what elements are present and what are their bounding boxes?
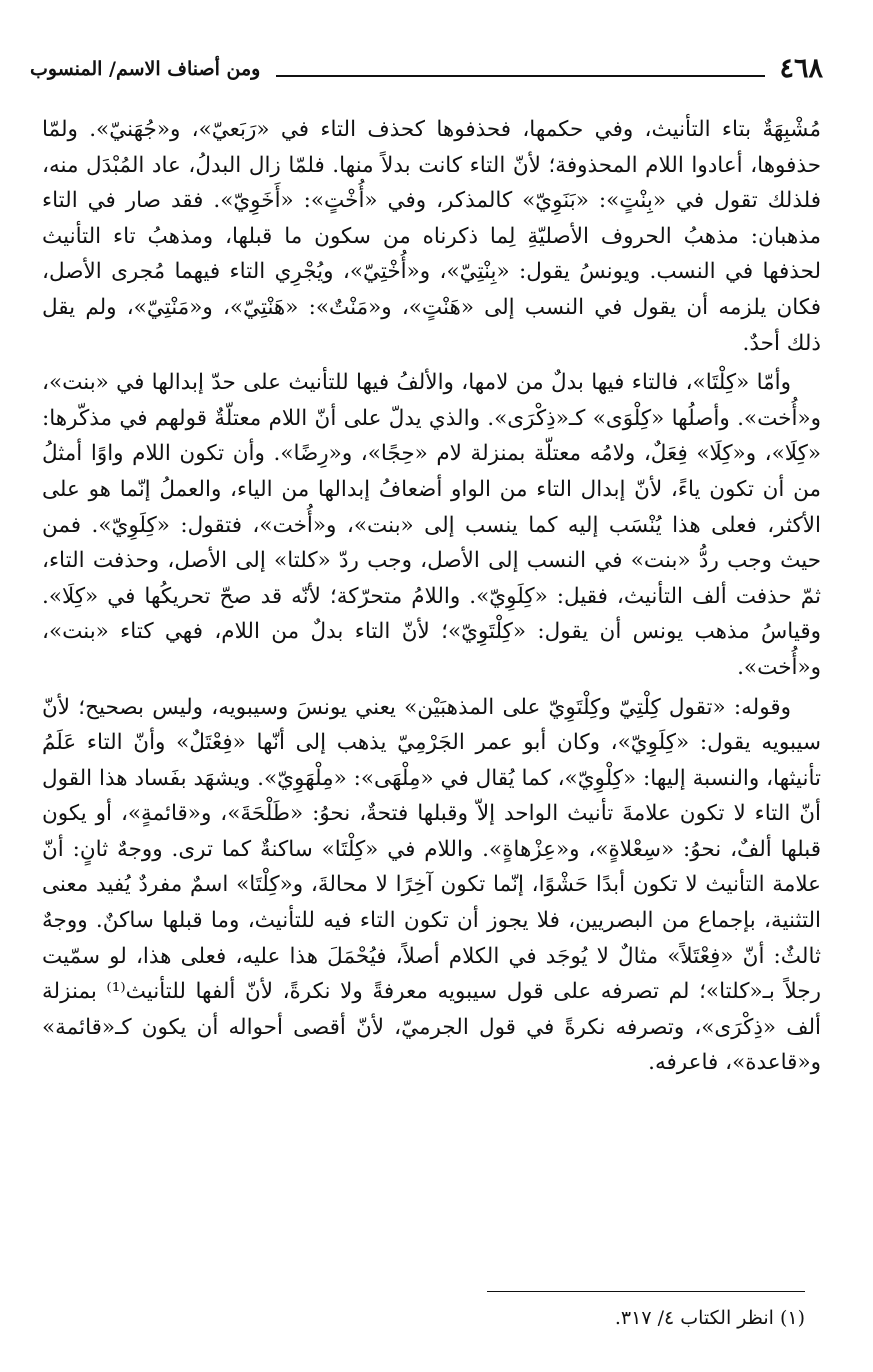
page-header [30,52,823,86]
footnote: (١) انظر الكتاب ٤/ ٣١٧. [614,1307,805,1329]
paragraph-3: وقوله: «تقول كِلْتِيّ وكِلْتَوِيّ على المذهبَيْن» يعني يونسَ وسيبويه، وليس بصحيح؛ لأنّ سيبويه يقول: «كِلَوِيّ»، وكان أبو عمر الجَرْمِيّ يذهب إلى أنّها «فِعْتَلٌ» وأنّ التاء عَلَمُ تأنيثها، والنسبة إليها: «كِلْوِيّ»، كما يُقال في «مِلْهَى»: «مِلْهَوِيّ». ويشهَد بفَساد هذا القول أنّ التاء لا تكون علامةَ تأنيث الواحد إلاّ وقبلها فتحةٌ، نحوُ: «طَلْحَةَ»، و«قائمةٍ»، أو يكون قبلها ألفٌ، نحوُ: «سِعْلاةٍ»، و«عِزْهاةٍ». واللام في «كِلْتَا» ساكنةٌ كما ترى. ووجهٌ ثانٍ: أنّ علامة التأنيث لا تكون أبدًا حَشْوًا، إنّما تكون آخِرًا لا محالةَ، و«كِلْتَا» اسمٌ مفردٌ يُفيد معنى التثنية، بإجماع من البصريين، فلا يجوز أن تكون التاء فيه للتأنيث، وما قبلها ساكنٌ. ووجهٌ ثالثٌ: أنّ «فِعْتَلاً» مثالٌ لا يُوجَد في الكلام أصلاً، فيُحْمَلَ هذا عليه، فعلى هذا، لو سمّيت رجلاً بـ«كلتا»؛ لم تصرفه على قول سيبويه معرفةً ولا نكرةً، لأنّ ألفها للتأنيث⁽¹⁾ بمنزلة ألف «ذِكْرَى»، وتصرفه نكرةً في قول الجرميّ، لأنّ أقصى أحواله أن يكون كـ«قائمة» و«قاعدة»، فاعرفه. [42,694,821,1076]
page-number: ٤٦٨ [779,53,823,84]
footnote-rule [487,1291,805,1292]
paragraph-1: مُشْبِهَةٌ بتاء التأنيث، وفي حكمها، فحذفوها كحذف التاء في «رَبَعيّ»، و«جُهَنيّ». ولمّا حذفوها، أعادوا اللام المحذوفة؛ لأنّ التاء كانت بدلاً منها. فلمّا زال البدلُ، عاد المُبْدَل منه، فلذلك تقول في «بِنْتٍ»: «بَنَوِيّ» كالمذكر، وفي «أُخْتٍ»: «أَخَوِيّ». فقد صار في التاء مذهبان: مذهبُ الحروف الأصليّةِ لِما ذكرناه من سكون ما قبلها، ومذهبُ تاء التأنيث لحذفها في النسب. ويونسُ يقول: «بِنْتِيّ»، و«أُخْتِيّ»، ويُجْرِي التاء فيهما مُجرى الأصل، فكان يلزمه أن يقول في النسب إلى «هَنْتٍ»، و«مَنْتٌ»: «هَنْتِيّ»، و«مَنْتِيّ»، ولم يقل ذلك أحدٌ. [42,117,821,356]
paragraph-2: وأمّا «كِلْتَا»، فالتاء فيها بدلٌ من لامها، والألفُ فيها للتأنيث على حدّ إبدالها في «بنت»، و«أُخت». وأصلُها «كِلْوَى» كـ«ذِكْرَى». والذي يدلّ على أنّ اللام معتلّةٌ قولهم في مذكّرها: «كِلَا»، و«كِلَا» فِعَلٌ، ولامُه معتلّة بمنزلة لام «حِجًا»، و«رِضًا». وأن تكون اللام واوًا أمثلُ من أن تكون ياءً، لأنّ إبدال التاء من الواو أضعافُ إبدالها من الياء، والعملُ إنّما هو على الأكثر، فعلى هذا يُنْسَب إليه كما ينسب إلى «بنت»، و«أُخت»، فتقول: «كِلَوِيّ». فمن حيث وجب ردُّ «بنت» في النسب إلى الأصل، وجب ردّ «كلتا» إلى الأصل، وحذفت التاء، ثمّ حذفت ألف التأنيث، فقيل: «كِلَوِيّ». واللامُ متحرّكة؛ لأنّه قد صحّ تحريكُها في «كِلَا». وقياسُ مذهب يونس أن يقول: «كِلْتَوِيّ»؛ لأنّ التاء بدلٌ من اللام، فهي كتاء «بنت»، و«أُخت». [42,370,821,680]
header-rule [276,75,765,77]
running-title: ومن أصناف الاسم/ المنسوب [30,58,261,80]
body-text [42,112,821,1081]
